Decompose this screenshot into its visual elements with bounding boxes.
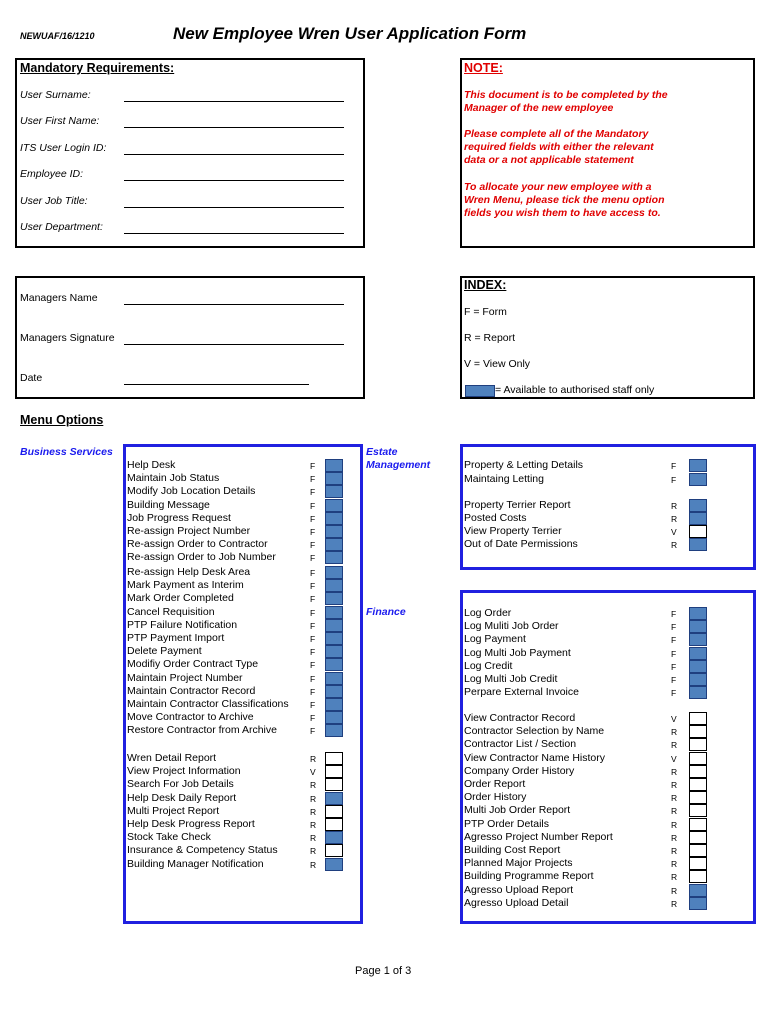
menu-item-type: R (671, 793, 678, 804)
menu-item-label: PTP Order Details (464, 817, 549, 830)
menu-item-type: F (310, 620, 316, 631)
menu-item-label: Stock Take Check (127, 831, 211, 844)
menu-item-type: R (671, 819, 678, 830)
menu-item-label: Help Desk (127, 459, 176, 471)
mandatory-field-input[interactable] (124, 233, 344, 234)
note-line: Wren Menu, please tick the menu option (464, 194, 665, 207)
menu-item-checkbox[interactable] (689, 844, 707, 857)
mandatory-field-input[interactable] (124, 101, 344, 102)
menu-item-type: V (671, 753, 677, 764)
menu-item-label: Contractor List / Section (464, 738, 577, 751)
index-heading: INDEX: (464, 278, 507, 292)
menu-item-type: R (671, 885, 678, 896)
menu-item-checkbox[interactable] (325, 831, 343, 844)
menu-item-type: R (310, 780, 317, 791)
legend-swatch (465, 385, 495, 397)
menu-item-checkbox[interactable] (325, 485, 343, 498)
menu-item-label: Log Multi Job Payment (464, 646, 571, 659)
menu-item-checkbox[interactable] (689, 607, 707, 620)
menu-item-type: F (310, 700, 316, 710)
menu-item-checkbox[interactable] (325, 805, 343, 818)
menu-item-type: R (310, 820, 317, 830)
menu-item-checkbox[interactable] (325, 525, 343, 538)
menu-item-type: F (310, 568, 316, 578)
menu-item-label: Log Multi Job Credit (464, 673, 558, 685)
menu-item-type: F (310, 726, 316, 737)
menu-item-label: View Property Terrier (464, 525, 562, 537)
menu-item-label: Log Muliti Job Order (464, 620, 559, 633)
menu-item-type: F (310, 487, 316, 498)
menu-item-checkbox[interactable] (689, 459, 707, 472)
menu-item-label: Order History (464, 791, 527, 804)
menu-item-checkbox[interactable] (689, 686, 707, 699)
menu-item-checkbox[interactable] (689, 633, 707, 646)
menu-item-checkbox[interactable] (325, 566, 343, 579)
menu-item-checkbox[interactable] (325, 499, 343, 512)
menu-item-label: Restore Contractor from Archive (127, 724, 277, 737)
menu-item-checkbox[interactable] (325, 818, 343, 831)
menu-item-checkbox[interactable] (689, 660, 707, 673)
page-title: New Employee Wren User Application Form (173, 24, 527, 43)
note-line: fields you wish them to have access to. (464, 207, 661, 220)
menu-item-type: F (310, 713, 316, 724)
menu-item-label: Re-assign Order to Contractor (127, 538, 268, 551)
estate-management-label-1: Estate (366, 446, 398, 458)
menu-item-type: F (310, 474, 316, 485)
index-legend-text: = Available to authorised staff only (495, 384, 655, 396)
menu-item-type: R (310, 754, 317, 764)
menu-item-checkbox[interactable] (325, 698, 343, 711)
mandatory-field-input[interactable] (124, 180, 344, 181)
menu-item-checkbox[interactable] (325, 645, 343, 658)
menu-item-label: Posted Costs (464, 512, 527, 524)
menu-item-label: Move Contractor to Archive (127, 711, 254, 724)
business-services-label: Business Services (20, 446, 113, 458)
menu-item-checkbox[interactable] (325, 778, 343, 791)
menu-item-type: R (671, 846, 678, 856)
menu-item-label: Property & Letting Details (464, 459, 584, 471)
menu-item-checkbox[interactable] (689, 525, 707, 538)
menu-item-type: R (310, 806, 317, 817)
index-view: V = View Only (464, 358, 531, 370)
menu-item-checkbox[interactable] (325, 658, 343, 671)
mandatory-field-input[interactable] (124, 127, 344, 128)
menu-item-checkbox[interactable] (689, 884, 707, 897)
menu-item-label: Log Payment (464, 633, 526, 646)
menu-item-type: R (671, 540, 678, 550)
menu-item-label: PTP Payment Import (127, 632, 225, 644)
menu-item-checkbox[interactable] (689, 738, 707, 751)
menu-item-label: Maintain Contractor Classifications (127, 698, 289, 710)
menu-item-label: Re-assign Project Number (127, 525, 251, 537)
menu-item-label: View Project Information (127, 765, 241, 778)
menu-item-label: Building Message (127, 498, 210, 511)
menu-item-type: F (310, 553, 316, 564)
mandatory-field-label: User Department: (20, 221, 103, 233)
menu-item-checkbox[interactable] (325, 792, 343, 805)
menu-item-label: Company Order History (464, 764, 575, 777)
menu-item-checkbox[interactable] (325, 672, 343, 685)
menu-item-checkbox[interactable] (325, 579, 343, 592)
date-field[interactable] (124, 384, 309, 385)
menu-item-checkbox[interactable] (325, 512, 343, 525)
menu-item-type: F (671, 461, 677, 471)
menu-item-checkbox[interactable] (325, 551, 343, 564)
menu-item-type: F (671, 635, 677, 646)
menu-item-label: Insurance & Competency Status (127, 844, 278, 857)
menu-item-label: Out of Date Permissions (464, 538, 578, 550)
menu-item-type: R (671, 727, 678, 738)
managers-signature-label: Managers Signature (20, 332, 115, 344)
menu-item-label: Log Credit (464, 659, 513, 672)
menu-item-type: F (310, 540, 316, 551)
menu-item-checkbox[interactable] (689, 673, 707, 686)
menu-item-label: Perpare External Invoice (464, 686, 579, 699)
menu-item-checkbox[interactable] (689, 818, 707, 831)
menu-item-checkbox[interactable] (689, 857, 707, 870)
managers-signature-field[interactable] (124, 344, 344, 345)
menu-item-label: Building Manager Notification (127, 857, 264, 870)
menu-item-checkbox[interactable] (325, 606, 343, 619)
menu-item-checkbox[interactable] (325, 685, 343, 698)
menu-item-type: R (671, 872, 678, 883)
menu-item-type: R (310, 793, 317, 804)
index-form: F = Form (464, 306, 507, 318)
menu-item-label: Multi Job Order Report (464, 804, 571, 817)
menu-item-checkbox[interactable] (325, 632, 343, 645)
menu-item-checkbox[interactable] (325, 538, 343, 551)
menu-item-label: Delete Payment (127, 645, 202, 658)
menu-item-checkbox[interactable] (689, 804, 707, 817)
menu-item-checkbox[interactable] (325, 844, 343, 857)
menu-item-type: F (310, 673, 316, 684)
menu-item-type: R (310, 833, 317, 844)
menu-item-label: PTP Failure Notification (127, 618, 238, 631)
menu-item-type: F (310, 461, 316, 471)
mandatory-field-label: Employee ID: (20, 168, 84, 181)
menu-item-checkbox[interactable] (325, 472, 343, 485)
menu-item-type: R (671, 740, 678, 751)
menu-item-checkbox[interactable] (325, 724, 343, 737)
menu-item-type: F (310, 594, 316, 605)
note-line: Please complete all of the Mandatory (464, 128, 649, 140)
menu-item-type: F (671, 688, 677, 699)
mandatory-field-input[interactable] (124, 207, 344, 208)
finance-label: Finance (366, 606, 406, 618)
menu-item-checkbox[interactable] (325, 459, 343, 472)
menu-item-type: R (310, 859, 317, 870)
menu-item-checkbox[interactable] (689, 473, 707, 486)
menu-item-type: R (671, 832, 678, 843)
mandatory-field-label: User First Name: (20, 115, 100, 128)
menu-item-label: Property Terrier Report (464, 498, 571, 511)
menu-item-checkbox[interactable] (689, 752, 707, 765)
menu-item-label: Modifiy Order Contract Type (127, 658, 259, 671)
menu-item-label: View Contractor Name History (464, 751, 606, 764)
menu-item-checkbox[interactable] (689, 499, 707, 512)
menu-item-label: Maintain Project Number (127, 671, 243, 684)
menu-item-label: Maintain Job Status (127, 472, 220, 485)
menu-item-type: F (671, 609, 677, 619)
note-line: required fields with either the relevant (464, 141, 654, 154)
menu-item-label: Multi Project Report (127, 804, 220, 817)
managers-name-field[interactable] (124, 304, 344, 305)
menu-item-type: R (671, 514, 678, 524)
menu-item-checkbox[interactable] (325, 619, 343, 632)
menu-item-type: R (671, 780, 678, 790)
menu-item-checkbox[interactable] (689, 538, 707, 551)
menu-item-label: Re-assign Help Desk Area (127, 566, 251, 578)
menu-item-label: Building Programme Report (464, 870, 594, 883)
menu-item-type: R (671, 766, 678, 777)
menu-item-type: F (671, 661, 677, 672)
menu-item-label: Mark Payment as Interim (127, 579, 244, 592)
menu-item-checkbox[interactable] (325, 765, 343, 778)
menu-item-label: Log Order (464, 607, 512, 619)
menu-item-checkbox[interactable] (689, 831, 707, 844)
menu-item-checkbox[interactable] (689, 620, 707, 633)
menu-item-checkbox[interactable] (689, 647, 707, 660)
date-label: Date (20, 372, 43, 384)
menu-item-type: R (671, 806, 678, 817)
menu-item-label: Maintaing Letting (464, 472, 544, 485)
menu-item-type: F (310, 660, 316, 671)
mandatory-heading: Mandatory Requirements: (20, 61, 175, 75)
menu-item-type: F (310, 527, 316, 537)
menu-item-type: V (671, 527, 677, 537)
note-line: To allocate your new employee with a (464, 181, 652, 193)
menu-item-checkbox[interactable] (325, 858, 343, 871)
menu-item-label: Wren Detail Report (127, 752, 217, 764)
menu-item-type: F (310, 634, 316, 644)
menu-item-type: F (310, 607, 316, 618)
menu-item-type: F (310, 513, 316, 524)
menu-item-type: R (671, 898, 678, 909)
menu-item-label: Maintain Contractor Record (127, 684, 256, 697)
menu-item-label: Agresso Project Number Report (464, 830, 613, 843)
menu-item-type: R (671, 859, 678, 870)
document-id: NEWUAF/16/1210 (20, 31, 95, 41)
menu-item-checkbox[interactable] (689, 512, 707, 525)
menu-item-type: F (310, 581, 316, 592)
menu-item-label: Agresso Upload Detail (464, 896, 569, 909)
menu-item-label: Help Desk Daily Report (127, 791, 237, 804)
menu-item-type: F (671, 474, 677, 485)
menu-item-label: Mark Order Completed (127, 592, 234, 605)
menu-item-checkbox[interactable] (689, 897, 707, 910)
menu-item-type: F (310, 686, 316, 697)
menu-item-label: Cancel Requisition (127, 605, 215, 618)
menu-item-checkbox[interactable] (689, 778, 707, 791)
mandatory-field-label: ITS User Login ID: (20, 141, 107, 154)
menu-item-label: Contractor Selection by Name (464, 725, 605, 738)
menu-item-type: R (671, 500, 678, 511)
menu-item-checkbox[interactable] (689, 791, 707, 804)
menu-item-checkbox[interactable] (689, 870, 707, 883)
menu-options-heading: Menu Options (20, 413, 104, 427)
menu-item-label: Building Cost Report (464, 844, 561, 856)
menu-item-type: R (310, 846, 317, 857)
note-line: This document is to be completed by the (464, 89, 668, 101)
note-line: data or a not applicable statement (464, 154, 634, 167)
mandatory-field-input[interactable] (124, 154, 344, 155)
menu-item-label: Order Report (464, 778, 526, 790)
menu-item-label: Re-assign Order to Job Number (127, 551, 276, 564)
managers-name-label: Managers Name (20, 292, 98, 304)
note-heading: NOTE: (464, 61, 503, 75)
menu-item-checkbox[interactable] (689, 712, 707, 725)
menu-item-checkbox[interactable] (325, 752, 343, 765)
menu-item-type: F (671, 675, 677, 685)
mandatory-field-label: User Job Title: (20, 194, 88, 207)
menu-item-label: View Contractor Record (464, 712, 576, 724)
menu-item-label: Search For Job Details (127, 778, 234, 791)
page-number: Page 1 of 3 (355, 965, 412, 977)
menu-item-type: F (671, 648, 677, 659)
menu-item-type: V (671, 714, 677, 724)
estate-management-label-2: Management (366, 459, 431, 471)
menu-item-type: V (310, 767, 316, 778)
menu-item-checkbox[interactable] (689, 725, 707, 738)
index-report: R = Report (464, 332, 516, 344)
note-line: Manager of the new employee (464, 102, 614, 115)
menu-item-checkbox[interactable] (325, 711, 343, 724)
menu-item-label: Planned Major Projects (464, 857, 573, 870)
menu-item-type: F (310, 647, 316, 658)
menu-item-type: F (671, 622, 677, 633)
menu-item-label: Modify Job Location Details (127, 485, 256, 498)
menu-item-label: Help Desk Progress Report (127, 818, 255, 830)
menu-item-checkbox[interactable] (325, 592, 343, 605)
menu-item-type: F (310, 500, 316, 511)
menu-item-label: Agresso Upload Report (464, 883, 574, 896)
menu-item-checkbox[interactable] (689, 765, 707, 778)
menu-item-label: Job Progress Request (127, 511, 231, 524)
mandatory-field-label: User Surname: (20, 89, 91, 101)
